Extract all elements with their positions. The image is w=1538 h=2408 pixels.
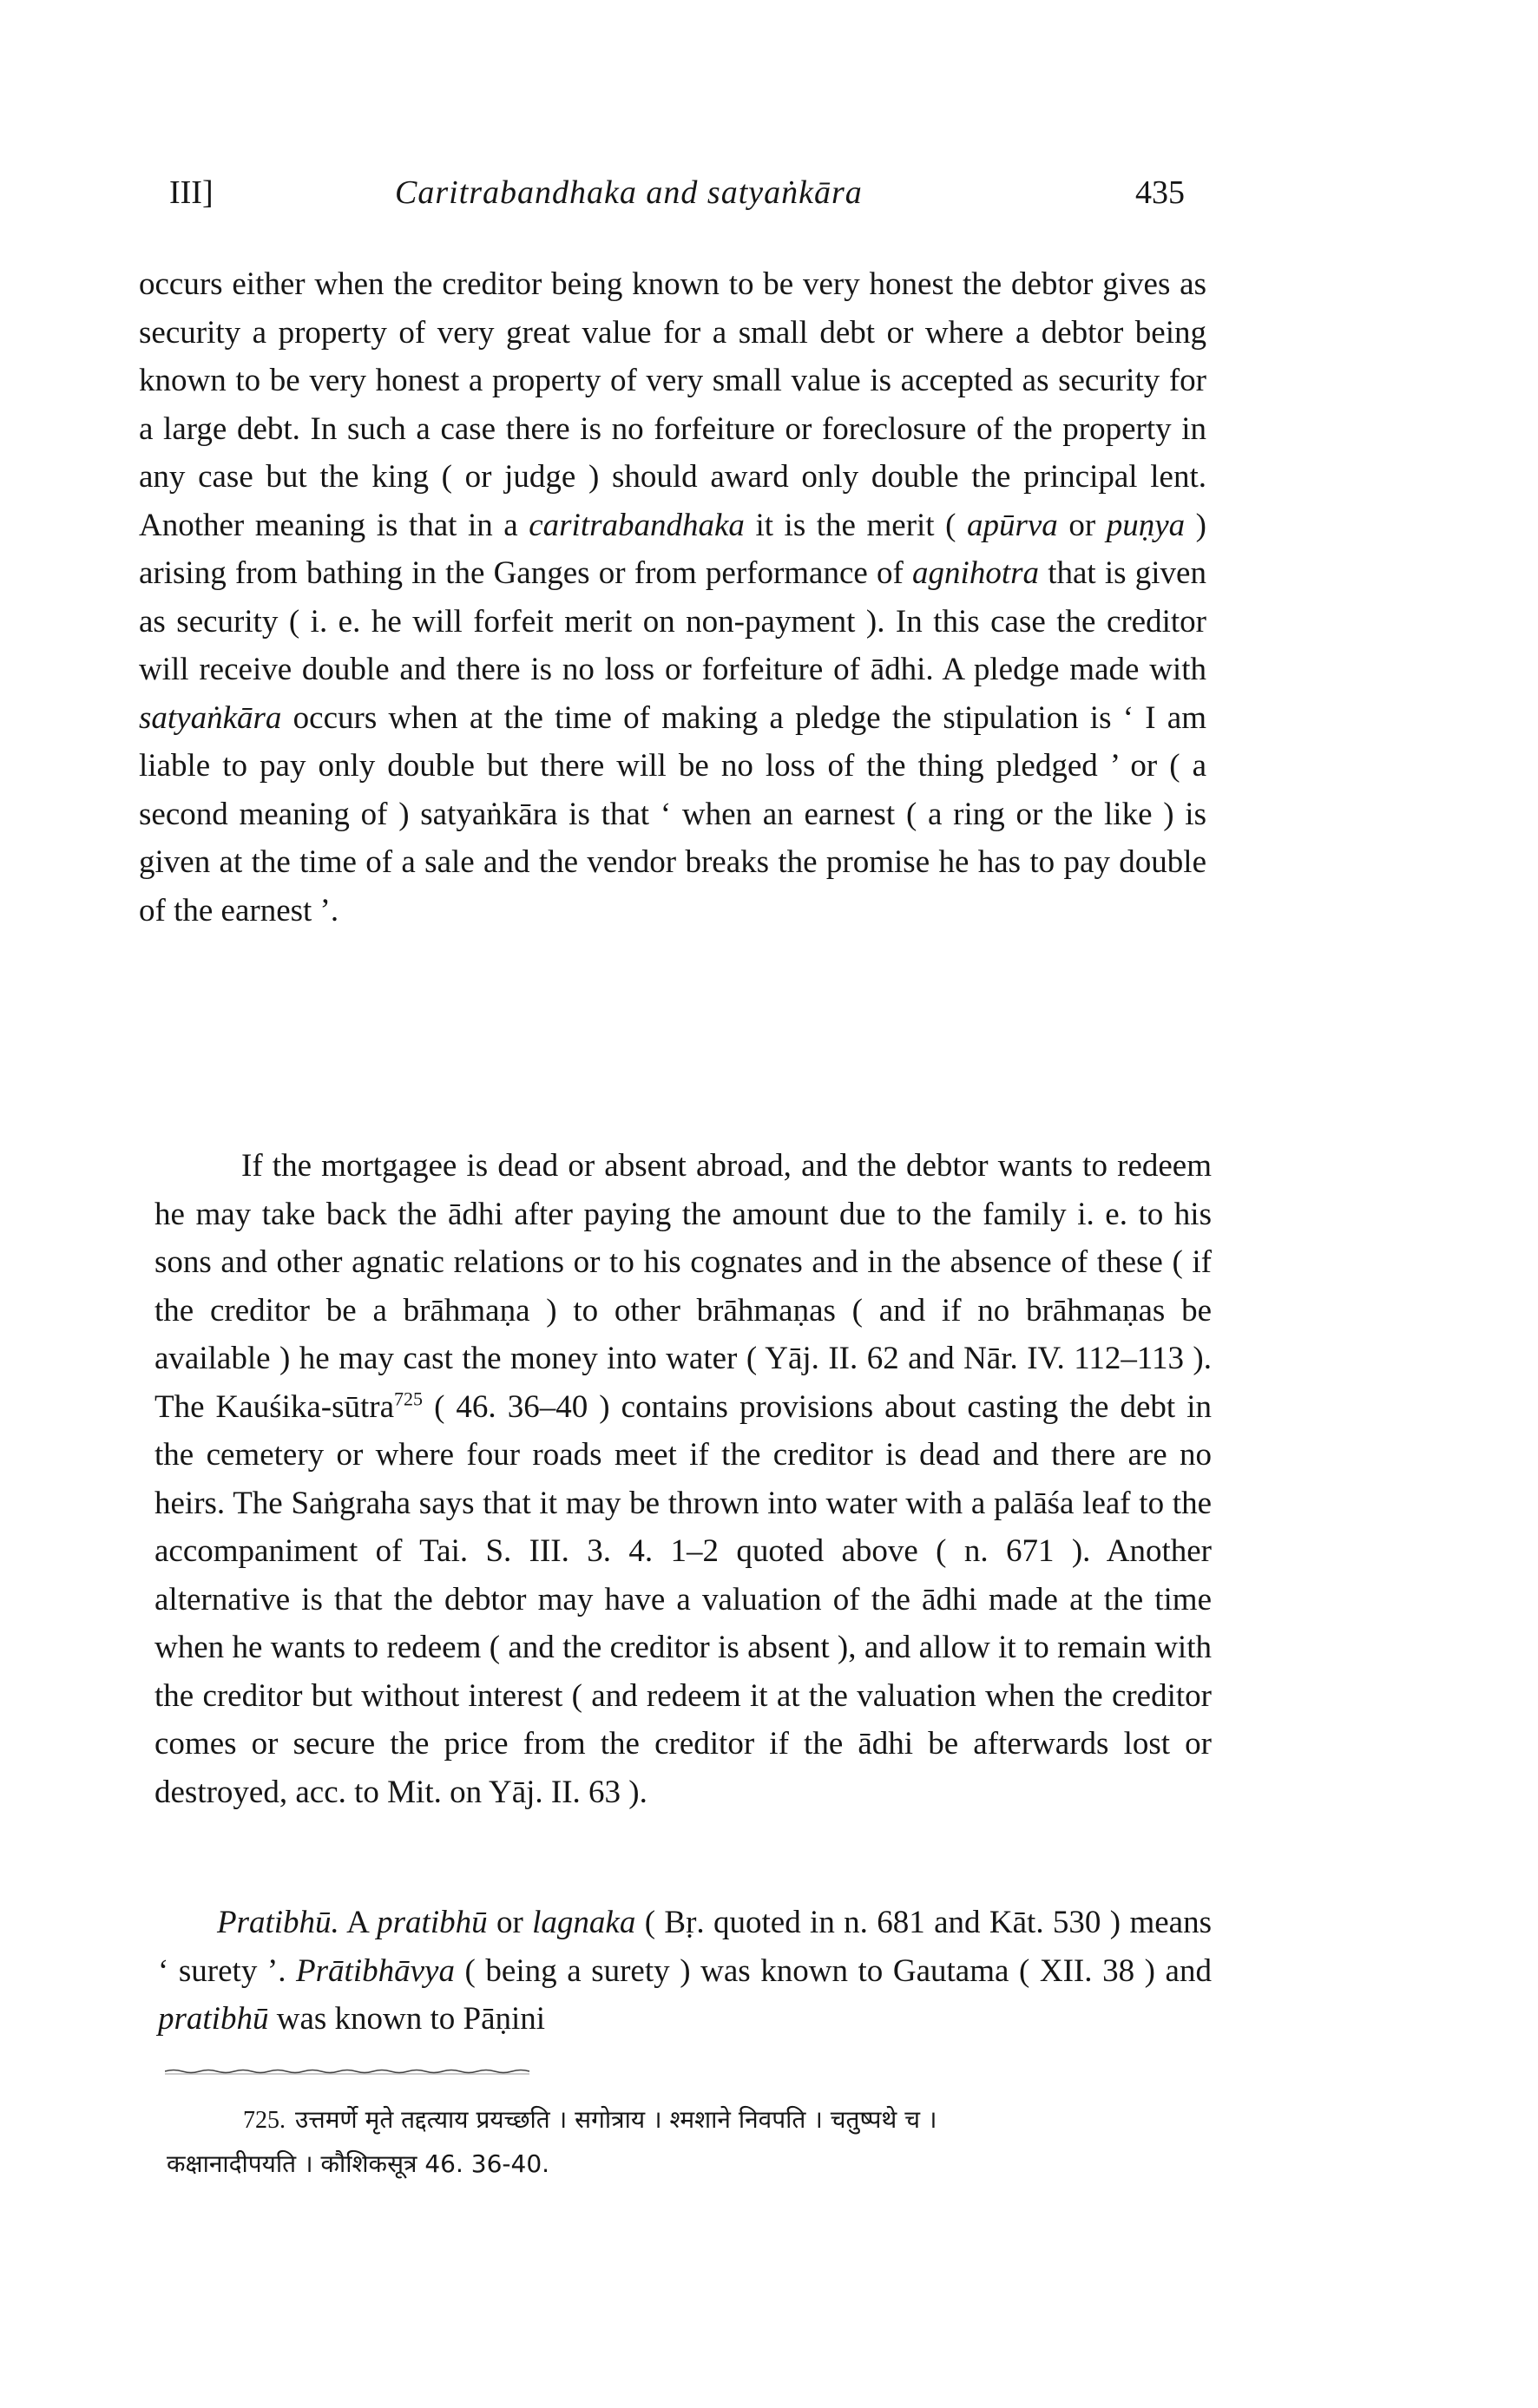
footnote-text: कक्षानादीपयति । कौशिकसूत्र 46. 36-40.: [167, 2149, 550, 2178]
text-run: ( Bṛ. quoted in n. 681 and Kāt. 530 ) means ‘ surety ’.: [158, 1905, 1212, 1989]
text-run: ( 46. 36–40 ) contains provisions about casting the debt in the cemetery or where four roads meet if the creditor is dead and there are no heirs. The Saṅgraha says that it may be thrown into water with a palāśa leaf to the accompaniment of Tai. S. III. 3. 4. 1–2 quoted above ( n. 671 ). Another alternative is that the debtor may have a valuation of the ādhi made at the time when he wants to redeem ( and the creditor is absent ), and allow it to remain with the creditor but without interest ( and redeem it at the valuation when the creditor comes or secure the price from the creditor if the ādhi be afterwards lost or destroyed, acc. to Mit. on Yāj. II. 63 ).: [154, 1388, 1212, 1810]
footnote-reference: 725: [394, 1388, 424, 1410]
term-punya: puṇya: [1106, 507, 1186, 543]
text-run: was known to Pāṇini: [268, 2001, 546, 2037]
running-title: Caritrabandhaka and satyaṅkāra: [395, 174, 863, 211]
footnote-line: [167, 2098, 1208, 2142]
term-agnihotra: agnihotra: [912, 555, 1040, 591]
footnote-725: [167, 2098, 1208, 2186]
text-run: it is the merit (: [744, 507, 967, 543]
paragraph-1: [139, 260, 1206, 935]
term-apurva: apūrva: [966, 507, 1058, 543]
text-run: occurs either when the creditor being known to be very honest the debtor gives as security a property of very great value for a small debt or where a debtor being known to be very honest a property of very small value is accepted as security for a large debt. In such a case there is no forfeiture or foreclosure of the property in any case but the king ( or judge ) should award only double the principal lent. Another meaning is that in a: [139, 266, 1206, 543]
term-lagnaka: lagnaka: [532, 1905, 636, 1940]
text-run: ( being a surety ) was known to Gautama ( XII. 38 ) and: [454, 1952, 1212, 1989]
term-pratibhu: pratibhū: [158, 2001, 269, 2037]
term-pratibhavya: Prātibhāvya: [296, 1952, 455, 1989]
text-run: If the mortgagee is dead or absent abroad, and the debtor wants to redeem he may take back the ādhi after paying the amount due to the family i. e. to his sons and other agnatic relations or to his cognates and in the absence of these ( if the creditor be a brāhmaṇa ) to other brāhmaṇas ( and if no brāhmaṇas be available ) he may cast the money into water ( Yāj. II. 62 and Nār. IV. 112–113 ). The Kauśika-sūtra: [154, 1148, 1212, 1425]
text-run: occurs when at the time of making a pledge the stipulation is ‘ I am liable to pay only double but there will be no loss of the thing pledged ’ or ( a second meaning of ) satyaṅkāra is that ‘ when an earnest ( a ring or the like ) is given at the time of a sale and the vendor breaks the promise he has to pay double of the earnest ’.: [139, 699, 1206, 928]
footnote-text: उत्तमर्णे मृते तद्दत्याय प्रयच्छति । सगोत्राय । श्मशाने निवपति । चतुष्पथे च ।: [295, 2105, 937, 2134]
page-header: [169, 174, 1202, 226]
footnote-line: [167, 2142, 1208, 2186]
term-satyankara: satyaṅkāra: [139, 699, 282, 736]
term-pratibhu: pratibhū: [377, 1905, 488, 1940]
paragraph-2: [154, 1142, 1212, 1816]
text-run: or: [1057, 507, 1107, 543]
footnote-number: 725.: [243, 2107, 286, 2134]
page-number: 435: [1135, 174, 1185, 211]
text-run: ) arising from bathing in the Ganges or from performance of: [139, 507, 1206, 591]
footnote-divider: [165, 2069, 529, 2076]
text-run: A: [338, 1905, 378, 1940]
part-marker: III]: [169, 174, 214, 211]
section-heading-pratibhu: Pratibhū.: [217, 1905, 339, 1940]
text-run: that is given as security ( i. e. he will forfeit merit on non-payment ). In this case the creditor will receive double and there is no loss or forfeiture of ādhi. A pledge made with: [139, 555, 1206, 687]
paragraph-3: [158, 1899, 1212, 2044]
term-caritrabandhaka: caritrabandhaka: [529, 507, 745, 543]
text-run: or: [487, 1905, 533, 1940]
